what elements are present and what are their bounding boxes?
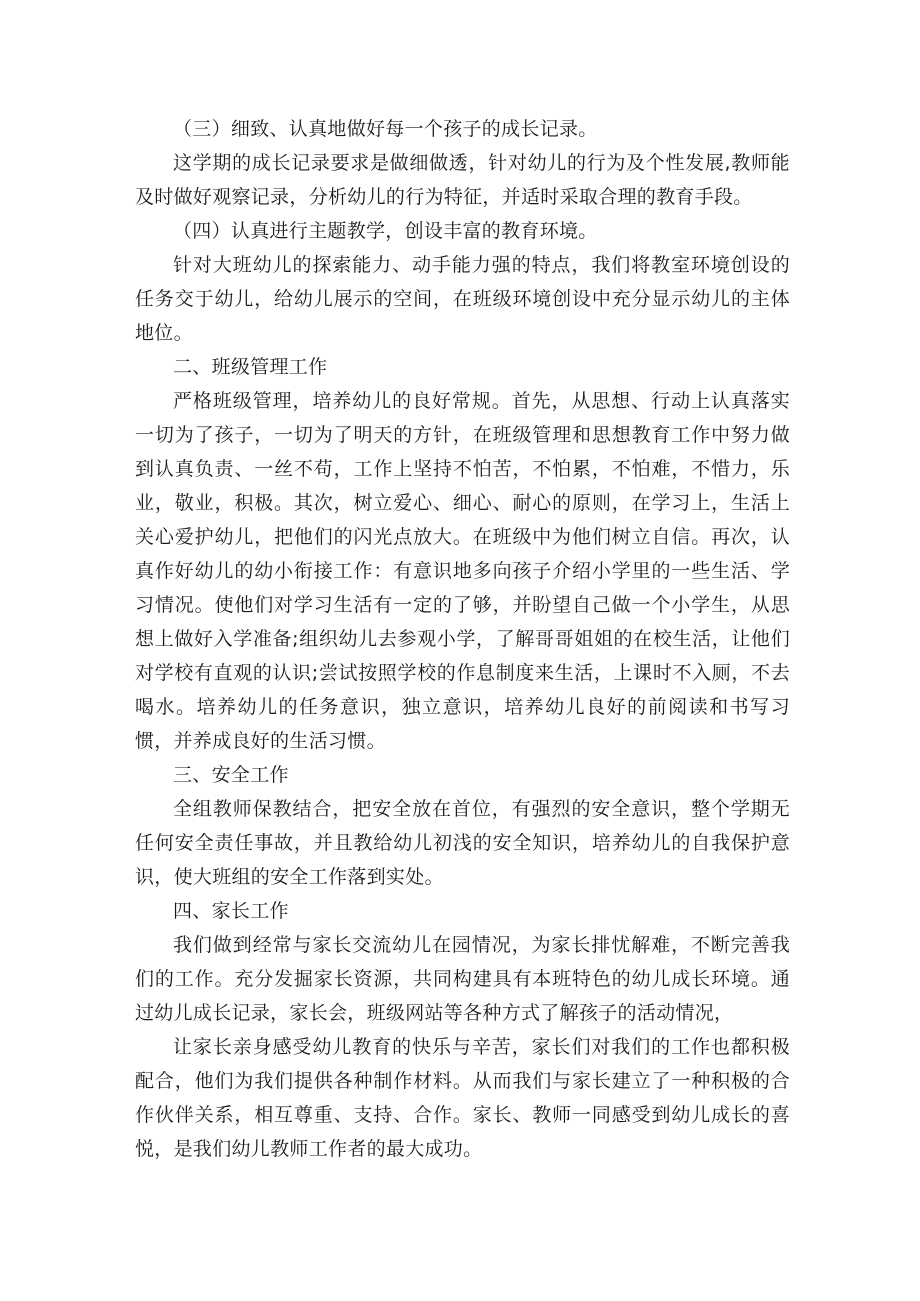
section-heading-parents: 四、家长工作 — [173, 900, 289, 922]
paragraph-parents-1: 我们做到经常与家长交流幼儿在园情况，为家长排忧解难，不断完善我们的工作。充分发掘家长资源，共同构建具有本班特色的幼儿成长环境。通过幼儿成长记录，家长会，班级网站等各种方式了解孩子的活动情况， — [135, 934, 790, 1024]
section-heading-class-management: 二、班级管理工作 — [173, 356, 328, 378]
paragraph-parents-2: 让家长亲身感受幼儿教育的快乐与辛苦，家长们对我们的工作也都积极配合，他们为我们提供各种制作材料。从而我们与家长建立了一种积极的合作伙伴关系，相互尊重、支持、合作。家长、教师一同感受到幼儿成长的喜悦，是我们幼儿教师工作者的最大成功。 — [135, 1036, 790, 1160]
paragraph-class-management: 严格班级管理，培养幼儿的良好常规。首先，从思想、行动上认真落实一切为了孩子，一切为了明天的方针，在班级管理和思想教育工作中努力做到认真负责、一丝不苟，工作上坚持不怕苦，不怕累，不怕难，不惜力，乐业，敬业，积极。其次，树立爱心、细心、耐心的原则，在学习上，生活上关心爱护幼儿，把他们的闪光点放大。在班级中为他们树立自信。再次，认真作好幼儿的幼小衔接工作：有意识地多向孩子介绍小学里的一些生活、学习情况。使他们对学习生活有一定的了够，并盼望自己做一个小学生，从思想上做好入学准备;组织幼儿去参观小学，了解哥哥姐姐的在校生活，让他们对学校有直观的认识;尝试按照学校的作息制度来生活，上课时不入厕，不去喝水。培养幼儿的任务意识，独立意识，培养幼儿良好的前阅读和书写习惯，并养成良好的生活习惯。 — [135, 390, 790, 752]
section-heading-4: （四）认真进行主题教学，创设丰富的教育环境。 — [173, 220, 598, 242]
paragraph-environment: 针对大班幼儿的探索能力、动手能力强的特点，我们将教室环境创设的任务交于幼儿，给幼儿展示的空间，在班级环境创设中充分显示幼儿的主体地位。 — [135, 254, 790, 344]
section-heading-safety: 三、安全工作 — [173, 764, 289, 786]
document-body — [135, 112, 790, 1166]
paragraph-growth-records: 这学期的成长记录要求是做细做透，针对幼儿的行为及个性发展,教师能及时做好观察记录，分析幼儿的行为特征，并适时采取合理的教育手段。 — [135, 152, 790, 208]
paragraph-safety: 全组教师保教结合，把安全放在首位，有强烈的安全意识，整个学期无任何安全责任事故，并且教给幼儿初浅的安全知识，培养幼儿的自我保护意识，使大班组的安全工作落到实处。 — [135, 798, 790, 888]
section-heading-3: （三）细致、认真地做好每一个孩子的成长记录。 — [173, 118, 598, 140]
